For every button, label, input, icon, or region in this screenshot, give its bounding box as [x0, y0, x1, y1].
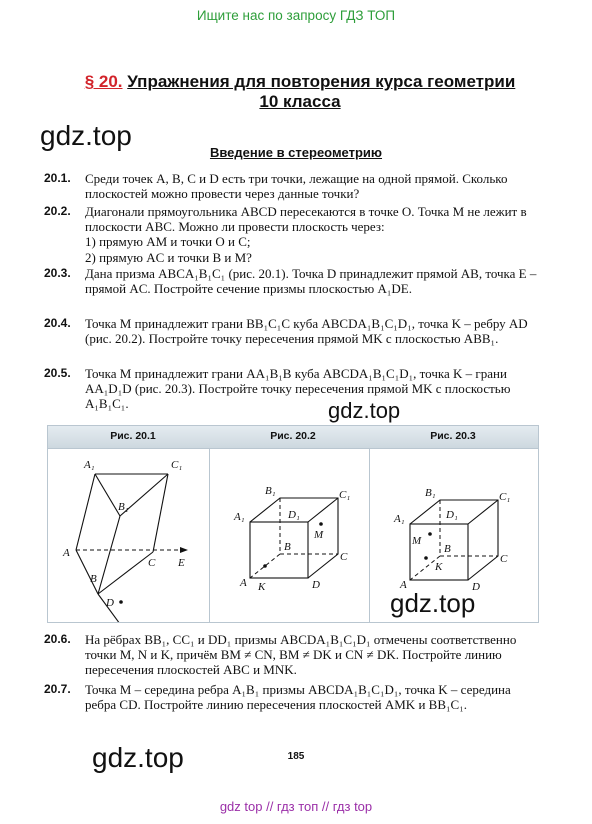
label-A: A	[63, 547, 70, 559]
label-B: B	[284, 541, 291, 553]
exercise-20-2	[44, 204, 538, 265]
watermark: gdz.top	[390, 588, 476, 618]
label-C: C	[340, 551, 348, 563]
watermark: gdz.top	[40, 120, 132, 151]
label-A: A	[400, 579, 407, 591]
page-number: 185	[287, 751, 305, 762]
exercise-item: 2) прямую AC и точки B и M?	[85, 249, 252, 265]
label-B: B	[444, 543, 451, 555]
exercise-item: 1) прямую AM и точки O и C;	[85, 234, 251, 250]
watermark: gdz.top	[92, 742, 184, 773]
exercise-number: 20.1.	[44, 171, 71, 185]
section-title	[40, 72, 560, 112]
exercise-number: 20.4.	[44, 316, 71, 330]
section-number: § 20.	[84, 72, 123, 91]
exercise-number: 20.2.	[44, 204, 71, 218]
label-C: C	[148, 557, 156, 569]
label-D1: D₁	[446, 509, 458, 521]
label-D1: D₁	[288, 509, 300, 521]
watermark: gdz.top	[328, 398, 401, 423]
label-M: M	[314, 529, 324, 541]
exercise-text: Точка M принадлежит грани AA₁B₁B куба ABCDA₁B₁C₁D₁, точка K – грани AA₁D₁D (рис. 20.3). Постройте точку пересечения прямой MK с плоскостью A₁B₁C₁.	[85, 366, 511, 412]
cube-figure-1	[210, 448, 370, 622]
exercise-text: Среди точек A, B, C и D есть три точки, лежащие на одной прямой. Сколько плоскостей можно провести через данные точки?	[85, 171, 508, 202]
section-title-line1: Упражнения для повторения курса геометрии	[127, 72, 516, 91]
prism-figure	[48, 448, 208, 622]
label-B1: B₁	[425, 487, 436, 499]
label-C1: C₁	[171, 459, 183, 471]
exercise-number: 20.5.	[44, 366, 71, 380]
label-A1: A₁	[84, 459, 95, 471]
label-K: K	[258, 581, 266, 593]
exercise-number: 20.7.	[44, 682, 71, 696]
label-E: E	[178, 557, 185, 569]
exercise-number: 20.3.	[44, 266, 71, 280]
figure-caption: Рис. 20.1	[110, 430, 156, 442]
exercise-text: Дана призма ABCA₁B₁C₁ (рис. 20.1). Точка D принадлежит прямой AB, точка E – прямой AC. Постройте сечение призмы плоскостью A₁DE.	[85, 266, 537, 297]
top-banner[interactable]: Ищите нас по запросу ГДЗ ТОП	[196, 8, 396, 23]
label-C1: C₁	[499, 491, 511, 503]
label-C: C	[500, 553, 508, 565]
exercise-text: Точка M – середина ребра A₁B₁ призмы ABCDA₁B₁C₁D₁, точка K – середина ребра CD. Постройте линию пересечения плоскостей AMK и BB₁C₁.	[85, 682, 511, 713]
exercise-text: Точка M принадлежит грани BB₁C₁C куба ABCDA₁B₁C₁D₁, точка K – ребру AD (рис. 20.2). Постройте точку пересечения прямой MK с плоскостью ABB₁.	[85, 316, 528, 347]
exercise-20-4	[44, 316, 538, 346]
label-B1: B₁	[118, 501, 129, 513]
exercise-20-6	[44, 632, 538, 678]
label-K: K	[435, 561, 443, 573]
exercise-20-5	[44, 366, 538, 412]
section-title-line2: 10 класса	[259, 92, 341, 111]
label-M: M	[412, 535, 422, 547]
exercise-20-1	[44, 171, 538, 201]
label-B1: B₁	[265, 485, 276, 497]
label-A1: A₁	[394, 513, 405, 525]
figure-caption: Рис. 20.2	[270, 430, 316, 442]
exercise-text: На рёбрах BB₁, CC₁ и DD₁ призмы ABCDA₁B₁C₁D₁ отмечены соответственно точки M, N и K, причём BM ≠ CN, BM ≠ DK и CN ≠ DK. Постройте линию пересечения плоскостей ABC и MNK.	[85, 632, 517, 678]
label-D: D	[312, 579, 320, 591]
subsection-title: Введение в стереометрию	[209, 145, 383, 160]
label-D: D	[472, 581, 480, 593]
exercise-text: Диагонали прямоугольника ABCD пересекаются в точке O. Точка M не лежит в плоскости ABC. Можно ли провести плоскость через:	[85, 204, 527, 235]
exercise-20-3	[44, 266, 538, 296]
label-A: A	[240, 577, 247, 589]
exercise-number: 20.6.	[44, 632, 71, 646]
label-D: D	[106, 597, 114, 609]
label-B: B	[90, 573, 97, 585]
exercise-20-7	[44, 682, 538, 712]
footer-links[interactable]: gdz top // гдз топ // гдз top	[219, 799, 373, 814]
label-C1: C₁	[339, 489, 351, 501]
figure-caption: Рис. 20.3	[430, 430, 476, 442]
label-A1: A₁	[234, 511, 245, 523]
